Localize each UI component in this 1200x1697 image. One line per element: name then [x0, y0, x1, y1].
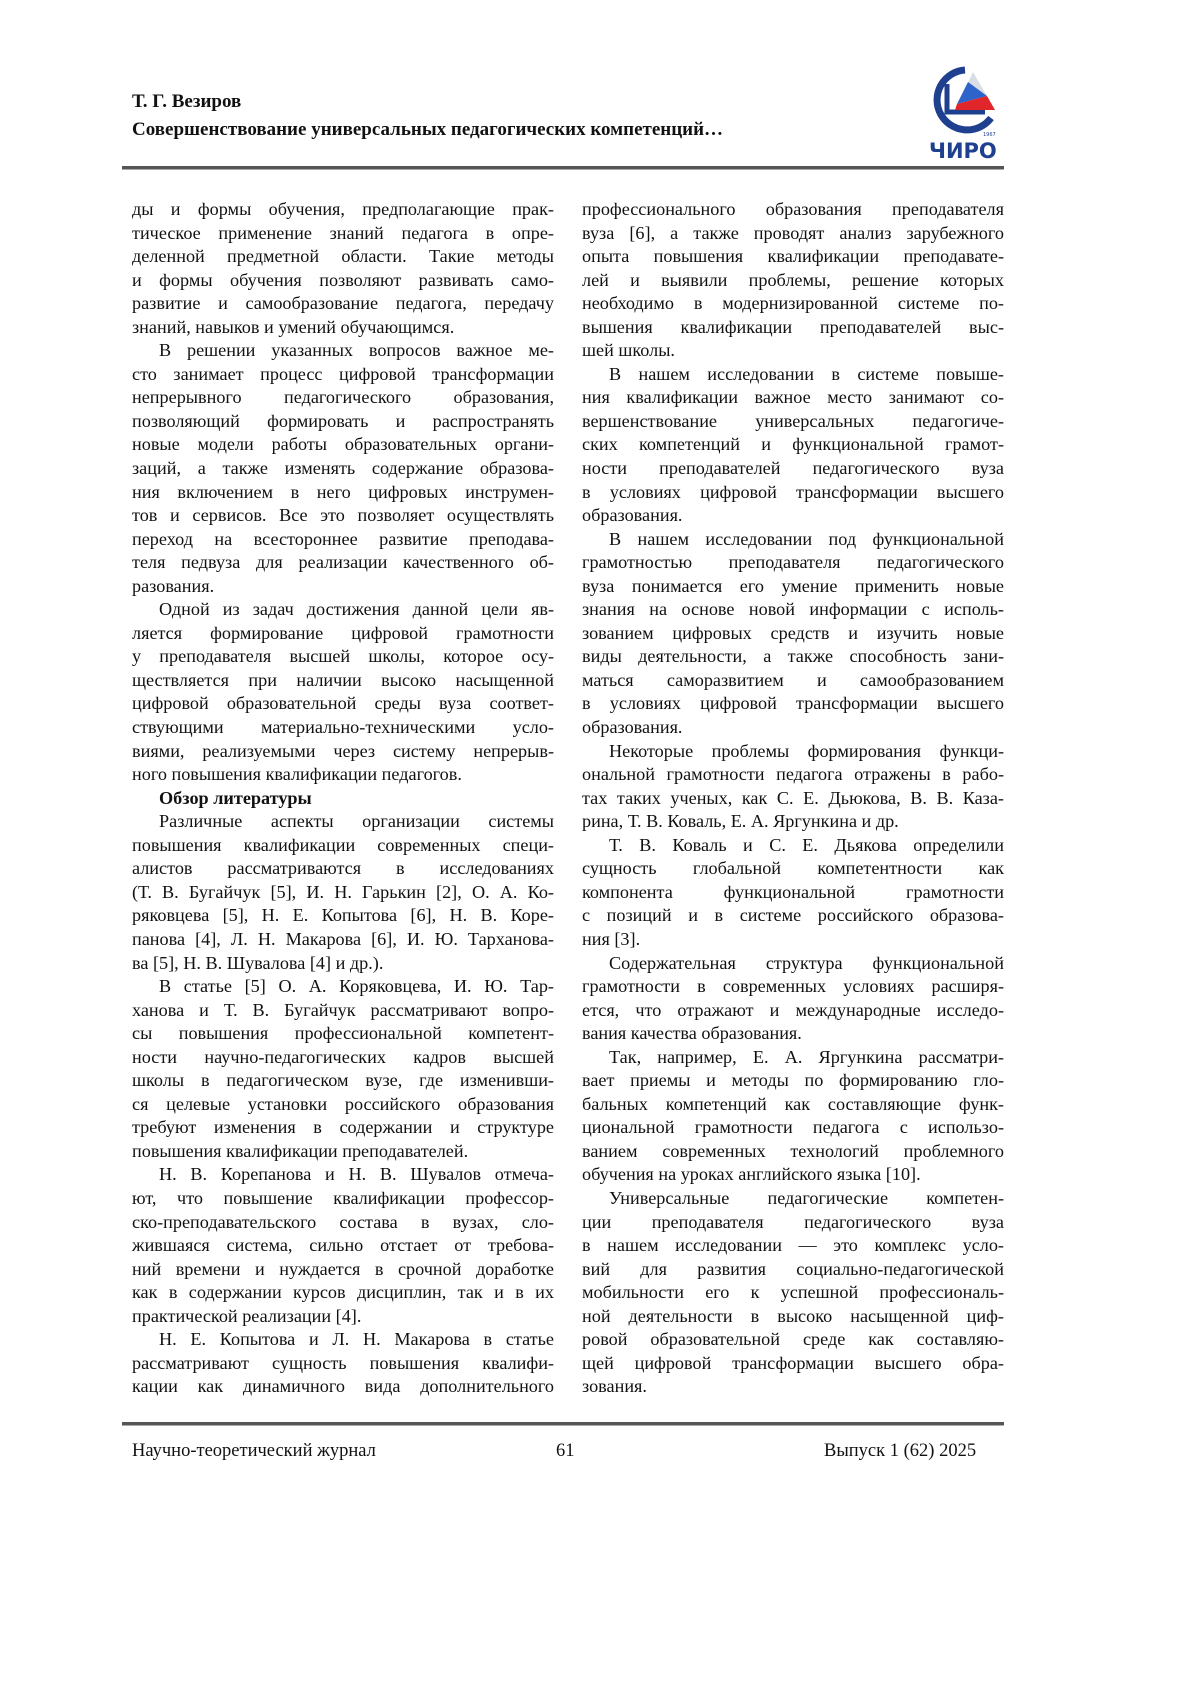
text-line: повышения квалификации современных специ-: [132, 834, 554, 858]
paragraph: [582, 528, 1004, 740]
text-line: ществляется при наличии высоко насыщенной: [132, 669, 554, 693]
text-line: зованием цифровых средств и изучить новые: [582, 622, 1004, 646]
text-line: вает приемы и методы по формированию гло-: [582, 1069, 1004, 1093]
text-line: ции преподавателя педагогического вуза: [582, 1211, 1004, 1235]
paragraph: [582, 834, 1004, 952]
text-line: профессионального образования преподавателя: [582, 198, 1004, 222]
section-heading: [132, 787, 554, 811]
paragraph: [132, 975, 554, 1163]
text-line: разования.: [132, 575, 554, 599]
text-line: заций, а также изменять содержание образова-: [132, 457, 554, 481]
text-line: знаний, навыков и умений обучающимся.: [132, 316, 554, 340]
text-line: теля педвуза для реализации качественного об-: [132, 551, 554, 575]
text-line: в нашем исследовании — это комплекс усло-: [582, 1234, 1004, 1258]
text-line: ний времени и нуждается в срочной доработке: [132, 1258, 554, 1282]
text-line: алистов рассматриваются в исследованиях: [132, 857, 554, 881]
text-line: в условиях цифровой трансформации высшего: [582, 481, 1004, 505]
text-line: жившаяся система, сильно отстает от требова-: [132, 1234, 554, 1258]
text-line: образования.: [582, 504, 1004, 528]
text-line: деленной предметной области. Такие методы: [132, 245, 554, 269]
text-line: В статье [5] О. А. Коряковцева, И. Ю. Тар-: [132, 975, 554, 999]
paragraph: [582, 1187, 1004, 1399]
text-line: ряковцева [5], Н. Е. Копытова [6], Н. В. Коре-: [132, 904, 554, 928]
text-line: повышения квалификации преподавателей.: [132, 1140, 554, 1164]
text-line: тическое применение знаний педагога в опре-: [132, 222, 554, 246]
svg-text:1967: 1967: [983, 132, 996, 138]
text-line: вий для развития социально-педагогической: [582, 1258, 1004, 1282]
paragraph: [582, 198, 1004, 363]
text-line: школы в педагогическом вузе, где изменивши-: [132, 1069, 554, 1093]
text-line: ется, что отражают и международные исследо-: [582, 999, 1004, 1023]
text-line: щей цифровой трансформации высшего обра-: [582, 1352, 1004, 1376]
text-line: (Т. В. Бугайчук [5], И. Н. Гарькин [2], О. А. Ко-: [132, 881, 554, 905]
text-line: опыта повышения квалификации преподавате-: [582, 245, 1004, 269]
text-line: циональной грамотности педагога с использо-: [582, 1116, 1004, 1140]
text-line: ся целевые установки российского образования: [132, 1093, 554, 1117]
paragraph: [132, 598, 554, 786]
text-line: ствующими материально-техническими усло-: [132, 716, 554, 740]
text-line: сто занимает процесс цифровой трансформации: [132, 363, 554, 387]
text-line: виды деятельности, а также способность зани-: [582, 645, 1004, 669]
text-line: знания на основе новой информации с исполь-: [582, 598, 1004, 622]
text-line: Различные аспекты организации системы: [132, 810, 554, 834]
text-line: ния включением в него цифровых инструмен-: [132, 481, 554, 505]
paragraph: [582, 1046, 1004, 1187]
text-line: зования.: [582, 1375, 1004, 1399]
text-line: Т. В. Коваль и С. Е. Дьякова определили: [582, 834, 1004, 858]
text-line: Одной из задач достижения данной цели яв-: [132, 598, 554, 622]
text-line: необходимо в модернизированной системе по-: [582, 292, 1004, 316]
chiro-logo-icon: [925, 62, 1007, 162]
text-line: сы повышения профессиональной компетент-: [132, 1022, 554, 1046]
text-line: ско-преподавательского состава в вузах, сло-: [132, 1211, 554, 1235]
text-line: лей и выявили проблемы, решение которых: [582, 269, 1004, 293]
text-line: вышения квалификации преподавателей выс-: [582, 316, 1004, 340]
footer-journal: Научно-теоретический журнал: [132, 1441, 376, 1462]
text-line: В нашем исследовании в системе повыше-: [582, 363, 1004, 387]
text-line: ханова и Т. В. Бугайчук рассматривают вопро-: [132, 999, 554, 1023]
footer-rule: [122, 1422, 1004, 1426]
text-line: вуза [6], а также проводят анализ зарубежного: [582, 222, 1004, 246]
text-line: позволяющий формировать и распространять: [132, 410, 554, 434]
left-column: [132, 198, 554, 1399]
paragraph: [132, 810, 554, 975]
text-line: и формы обучения позволяют развивать само-: [132, 269, 554, 293]
text-line: ды и формы обучения, предполагающие прак-: [132, 198, 554, 222]
text-line: образования.: [582, 716, 1004, 740]
paragraph: [582, 952, 1004, 1046]
page-number: 61: [556, 1441, 575, 1462]
text-line: Обзор литературы: [132, 787, 554, 811]
paragraph: [132, 198, 554, 339]
text-line: ния [3].: [582, 928, 1004, 952]
text-line: тах таких ученых, как С. Е. Дьюкова, В. В. Каза-: [582, 787, 1004, 811]
text-line: ют, что повышение квалификации профессор-: [132, 1187, 554, 1211]
text-line: сущность глобальной компетентности как: [582, 857, 1004, 881]
text-line: вания качества образования.: [582, 1022, 1004, 1046]
text-line: ной деятельности в высоко насыщенной циф-: [582, 1305, 1004, 1329]
author-name: Т. Г. Везиров: [132, 91, 241, 113]
text-line: Так, например, Е. А. Яргункина рассматри-: [582, 1046, 1004, 1070]
text-line: требуют изменения в содержании и структуре: [132, 1116, 554, 1140]
text-line: ванием современных технологий проблемного: [582, 1140, 1004, 1164]
text-line: вуза понимается его умение применить новые: [582, 575, 1004, 599]
text-line: грамотности в современных условиях расширя-: [582, 975, 1004, 999]
text-line: у преподавателя высшей школы, которое осу-: [132, 645, 554, 669]
text-line: ного повышения квалификации педагогов.: [132, 763, 554, 787]
text-line: ональной грамотности педагога отражены в рабо-: [582, 763, 1004, 787]
text-line: ния квалификации важное место занимают со-: [582, 386, 1004, 410]
text-line: Содержательная структура функциональной: [582, 952, 1004, 976]
text-line: непрерывного педагогического образования,: [132, 386, 554, 410]
text-line: обучения на уроках английского языка [10].: [582, 1163, 1004, 1187]
text-line: как в содержании курсов дисциплин, так и в их: [132, 1281, 554, 1305]
logo-text: ЧИРО: [929, 139, 997, 162]
paragraph: [132, 339, 554, 598]
text-line: Универсальные педагогические компетен-: [582, 1187, 1004, 1211]
text-line: с позиций и в системе российского образова-: [582, 904, 1004, 928]
text-line: маться саморазвитием и самообразованием: [582, 669, 1004, 693]
paragraph: [582, 740, 1004, 834]
text-line: переход на всестороннее развитие преподава-: [132, 528, 554, 552]
text-line: ровой образовательной среде как составляю-: [582, 1328, 1004, 1352]
text-line: практической реализации [4].: [132, 1305, 554, 1329]
text-line: Некоторые проблемы формирования функци-: [582, 740, 1004, 764]
right-column: [582, 198, 1004, 1399]
text-line: ности преподавателей педагогического вуза: [582, 457, 1004, 481]
text-line: ва [5], Н. В. Шувалова [4] и др.).: [132, 952, 554, 976]
text-line: Н. В. Корепанова и Н. В. Шувалов отмеча-: [132, 1163, 554, 1187]
text-line: компонента функциональной грамотности: [582, 881, 1004, 905]
text-line: Н. Е. Копытова и Л. Н. Макарова в статье: [132, 1328, 554, 1352]
text-line: рассматривают сущность повышения квалифи-: [132, 1352, 554, 1376]
text-line: кации как динамичного вида дополнительного: [132, 1375, 554, 1399]
text-line: цифровой образовательной среды вуза соответ-: [132, 692, 554, 716]
text-line: вершенствование универсальных педагогиче-: [582, 410, 1004, 434]
text-line: В решении указанных вопросов важное ме-: [132, 339, 554, 363]
chiro-logo: [925, 62, 1007, 162]
text-line: бальных компетенций как составляющие функ-: [582, 1093, 1004, 1117]
text-line: рина, Т. В. Коваль, Е. А. Яргункина и др.: [582, 810, 1004, 834]
text-line: ляется формирование цифровой грамотности: [132, 622, 554, 646]
text-line: грамотностью преподавателя педагогического: [582, 551, 1004, 575]
text-line: развитие и самообразование педагога, передачу: [132, 292, 554, 316]
paragraph: [132, 1163, 554, 1328]
text-line: тов и сервисов. Все это позволяет осуществлять: [132, 504, 554, 528]
footer-issue: Выпуск 1 (62) 2025: [824, 1441, 976, 1462]
text-line: виями, реализуемыми через систему непрерыв-: [132, 740, 554, 764]
text-line: ности научно-педагогических кадров высшей: [132, 1046, 554, 1070]
text-line: ских компетенций и функциональной грамот-: [582, 433, 1004, 457]
text-line: шей школы.: [582, 339, 1004, 363]
text-line: мобильности его к успешной профессиональ-: [582, 1281, 1004, 1305]
header-rule: [122, 166, 1004, 170]
text-line: новые модели работы образовательных органи-: [132, 433, 554, 457]
text-line: В нашем исследовании под функциональной: [582, 528, 1004, 552]
text-line: панова [4], Л. Н. Макарова [6], И. Ю. Тарханова-: [132, 928, 554, 952]
text-line: в условиях цифровой трансформации высшего: [582, 692, 1004, 716]
article-title: Совершенствование универсальных педагогических компетенций…: [132, 119, 723, 141]
paragraph: [582, 363, 1004, 528]
paragraph: [132, 1328, 554, 1399]
